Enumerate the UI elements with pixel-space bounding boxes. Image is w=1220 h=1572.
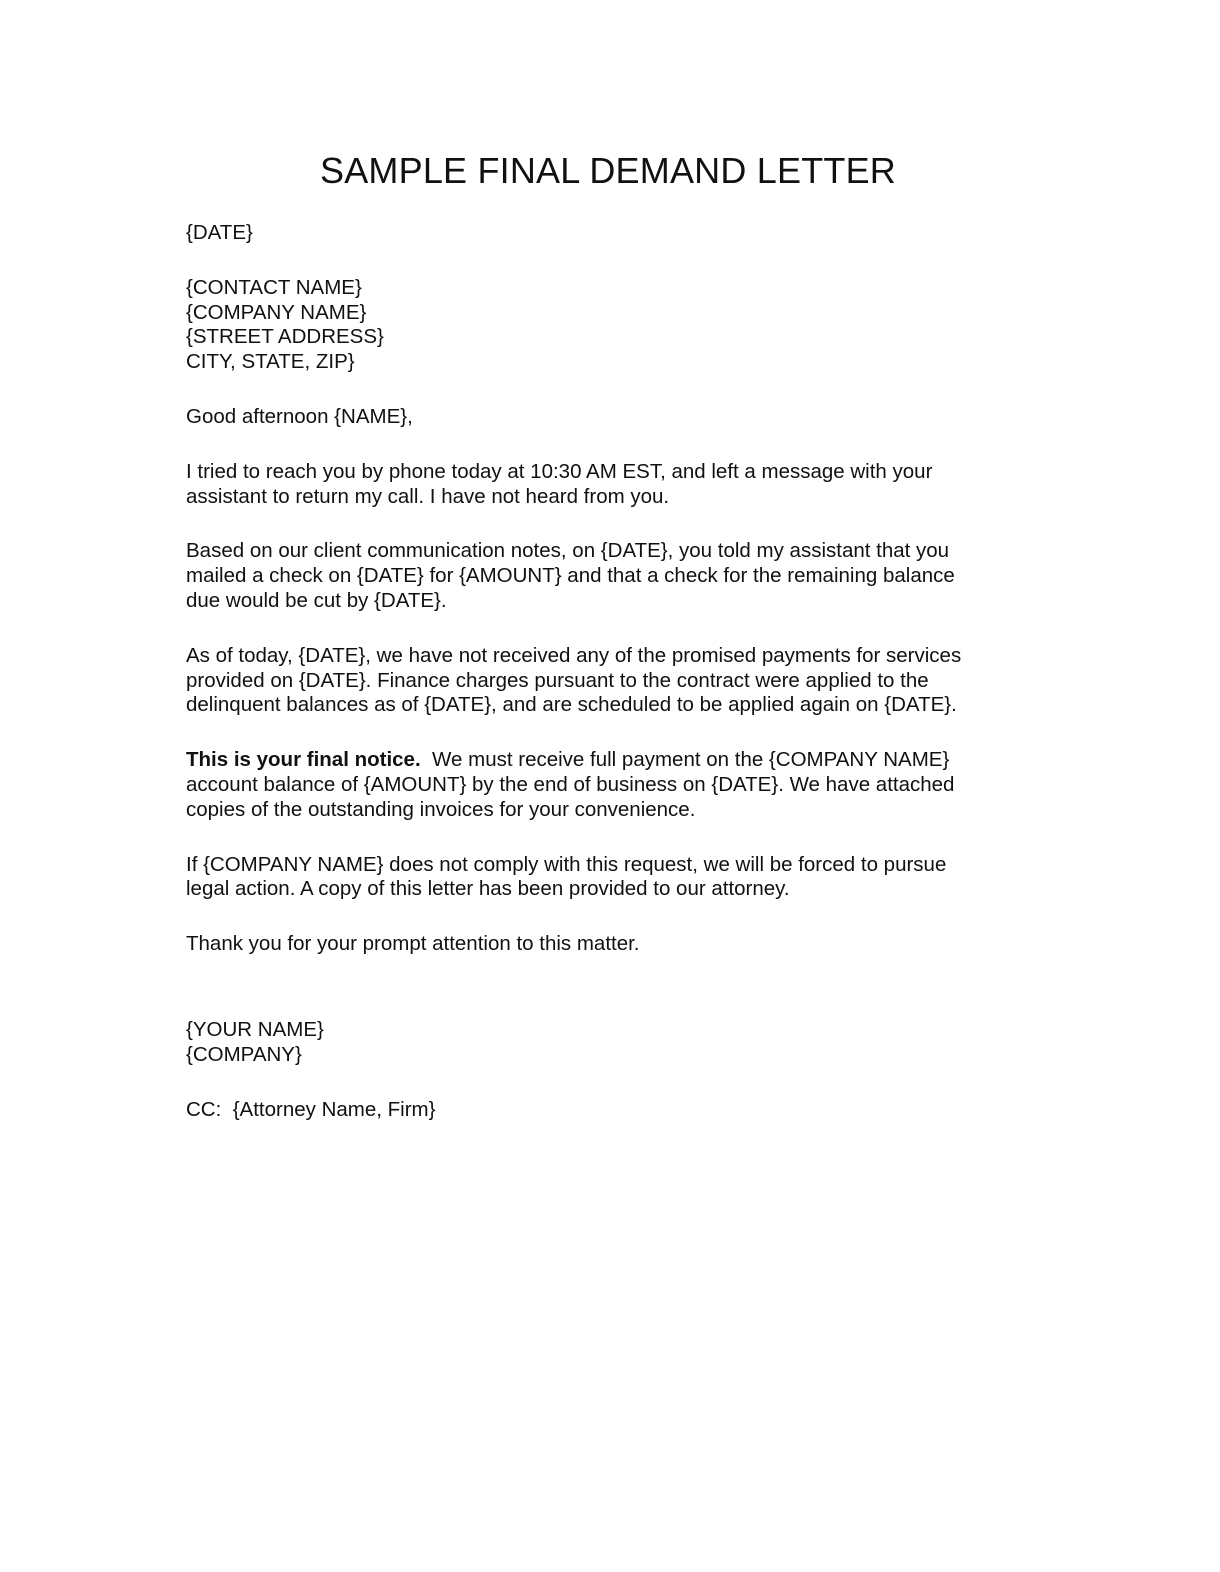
final-notice-bold: This is your final notice. [186,748,421,772]
paragraph-line: mailed a check on {DATE} for {AMOUNT} and that a check for the remaining balance [186,564,955,588]
letter-body [186,221,1026,1122]
final-notice-rest: We must receive full payment on the {COMPANY NAME} [420,748,950,772]
cc-line: CC: {Attorney Name, Firm} [186,1097,436,1121]
paragraph-legal-action [186,853,1026,903]
greeting: Good afternoon {NAME}, [186,404,413,428]
date-line: {DATE} [186,221,253,244]
paragraph-final-notice [186,748,1026,822]
paragraph-line: I tried to reach you by phone today at 10:30 AM EST, and left a message with your [186,459,933,483]
paragraph-line: If {COMPANY NAME} does not comply with this request, we will be forced to pursue [186,852,947,876]
city-state-zip: CITY, STATE, ZIP} [186,350,355,374]
street-address: {STREET ADDRESS} [186,325,384,349]
paragraph-line: As of today, {DATE}, we have not received any of the promised payments for services [186,643,962,667]
paragraph-line: account balance of {AMOUNT} by the end of business on {DATE}. We have attached [186,772,955,796]
paragraph-communication-notes [186,539,1026,613]
company-name: {COMPANY NAME} [186,300,367,324]
paragraph-line: legal action. A copy of this letter has been provided to our attorney. [186,877,790,901]
paragraph-line: Based on our client communication notes, on {DATE}, you told my assistant that you [186,539,950,563]
recipient-address [186,276,1026,375]
signer-name: {YOUR NAME} [186,1017,324,1041]
signature-block [186,1018,1026,1068]
contact-name: {CONTACT NAME} [186,275,362,299]
paragraph-payments-status [186,644,1026,718]
closing-line: Thank you for your prompt attention to this matter. [186,932,640,956]
signer-company: {COMPANY} [186,1042,302,1066]
paragraph-line: due would be cut by {DATE}. [186,588,447,612]
paragraph-line: assistant to return my call. I have not heard from you. [186,484,670,508]
page-title: SAMPLE FINAL DEMAND LETTER [320,150,896,191]
paragraph-line: provided on {DATE}. Finance charges pursuant to the contract were applied to the [186,668,929,692]
paragraph-line: copies of the outstanding invoices for your convenience. [186,797,696,821]
paragraph-line [186,748,1026,773]
paragraph-phone-call [186,460,1026,510]
paragraph-line: delinquent balances as of {DATE}, and are scheduled to be applied again on {DATE}. [186,693,957,717]
